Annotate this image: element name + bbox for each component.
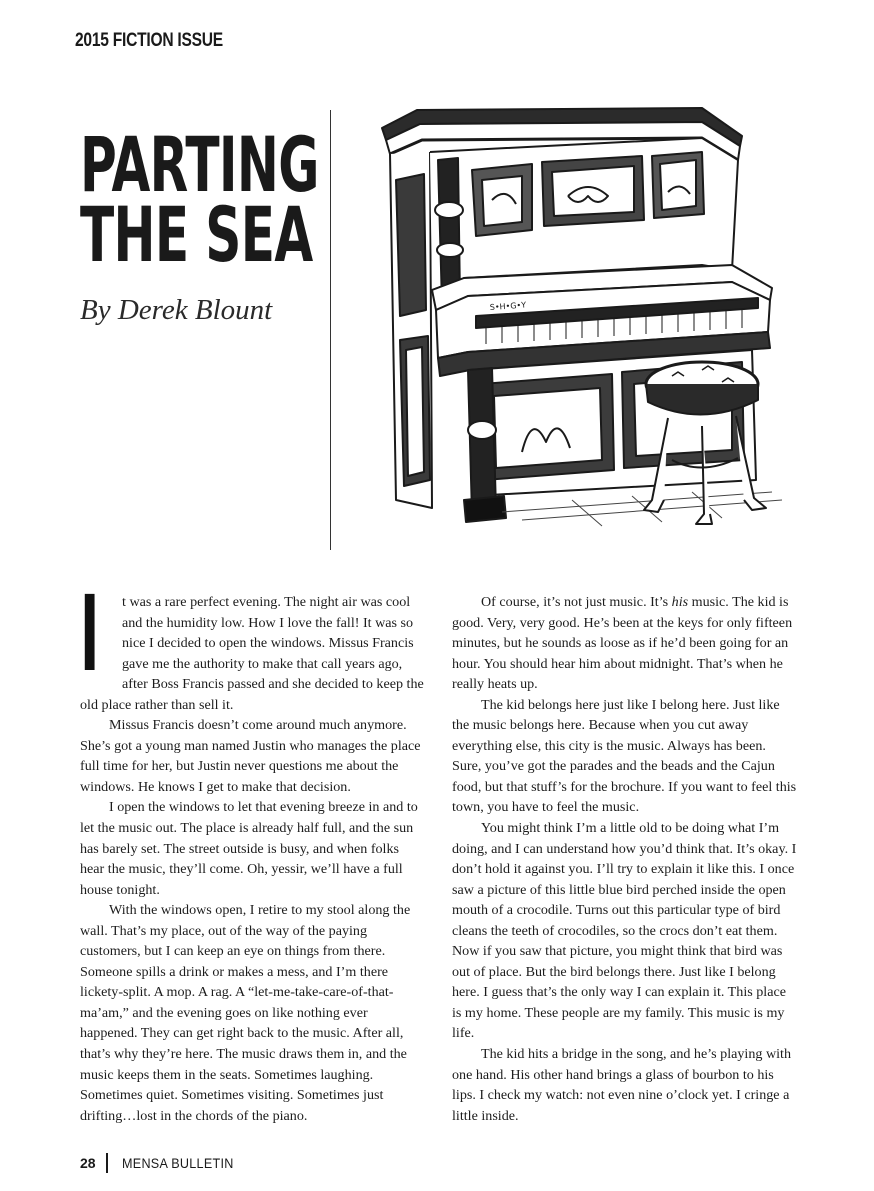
drop-cap: I: [80, 573, 100, 695]
issue-label: 2015 FICTION ISSUE: [75, 30, 223, 51]
paragraph-3: I open the windows to let that evening breeze in and to let the music out. The place is already half full, and the sun has barely set. The street outside is busy, and when folks hear the music, they’ll come. Oh, yessir, we’ll have a full house tonight.: [80, 799, 418, 898]
paragraph-5-text-b: music. The kid is good. Very, very good. He’s been at the keys for only fifteen minutes, but he sounds as loose as if he’d been going for an hour. You should hear him about midnight. That’s when he really heats up.: [452, 594, 793, 693]
paragraph-7: You might think I’m a little old to be doing what I’m doing, and I can understand how you’d think that. It’s okay. I don’t hold it against you. I’ll try to explain it like this. I once saw a picture of this little blue bird perched inside the open mouth of a crocodile. Turns out this particular type of bird cleans the teeth of crocodiles, so the crocs don’t eat them. Now if you saw that picture, you might think that bird was out of place. But the bird belongs there. Just like I belong here. I guess that’s the only way I can explain it. This place is my home. These people are my family. This music is my life.: [452, 820, 797, 1042]
page-number: 28: [80, 1155, 96, 1171]
paragraph-1-text: t was a rare perfect evening. The night air was cool and the humidity low. How I love the fall! It was so nice I decided to open the windows. Missus Francis gave me the authority to make that call years ago, after Boss Francis passed and she decided to keep the old place rather than sell it.: [80, 594, 424, 713]
publication-name: MENSA BULLETIN: [121, 1155, 234, 1171]
page-footer: [80, 1153, 246, 1173]
paragraph-5-emphasis: his: [671, 594, 689, 610]
story-title-line-2: THE SEA: [80, 190, 313, 279]
right-column: [452, 592, 798, 1126]
paragraph-6: The kid belongs here just like I belong here. Just like the music belongs here. Because when you cut away everything else, this city is the music. Always has been. Sure, you’ve got the parades and the beads and the Cajun food, but that stuff’s for the brochure. If you want to feel this town, you have to feel the music.: [452, 696, 797, 816]
paragraph-2: Missus Francis doesn’t come around much anymore. She’s got a young man named Justin who manages the place full time for her, but Justin never questions me about the windows. He knows I get to make that decision.: [80, 717, 421, 795]
paragraph-4: With the windows open, I retire to my stool along the wall. That’s my place, out of the way of the paying customers, but I can keep an eye on things from there. Someone spills a drink or makes a mess, and I’m there lickety-split. A mop. A rag. A “let-me-take-care-of-that-ma’am,” and the evening goes on like nothing ever happened. They can get right back to the music. After all, that’s why they’re here. The music draws them in, and the music keeps them in the seats. Sometimes laughing. Sometimes quiet. Sometimes visiting. Sometimes just drifting…lost in the chords of the piano.: [80, 902, 411, 1124]
paragraph-8: The kid hits a bridge in the song, and he’s playing with one hand. His other hand brings a glass of bourbon to his lips. I check my watch: not even nine o’clock yet. I cringe a little inside.: [452, 1046, 792, 1124]
byline: By Derek Blount: [80, 294, 273, 326]
story-title-line-1: PARTING: [80, 120, 319, 209]
vertical-divider: [330, 110, 331, 550]
story-title: [80, 120, 319, 279]
svg-text:S•H•G•Y: S•H•G•Y: [489, 300, 527, 312]
footer-divider: [106, 1153, 108, 1173]
paragraph-5-text-a: Of course, it’s not just music. It’s: [481, 594, 672, 610]
paragraph-1: [80, 573, 426, 715]
paragraph-5: [452, 592, 798, 695]
piano-illustration: [372, 100, 812, 530]
left-column: [80, 573, 426, 1126]
